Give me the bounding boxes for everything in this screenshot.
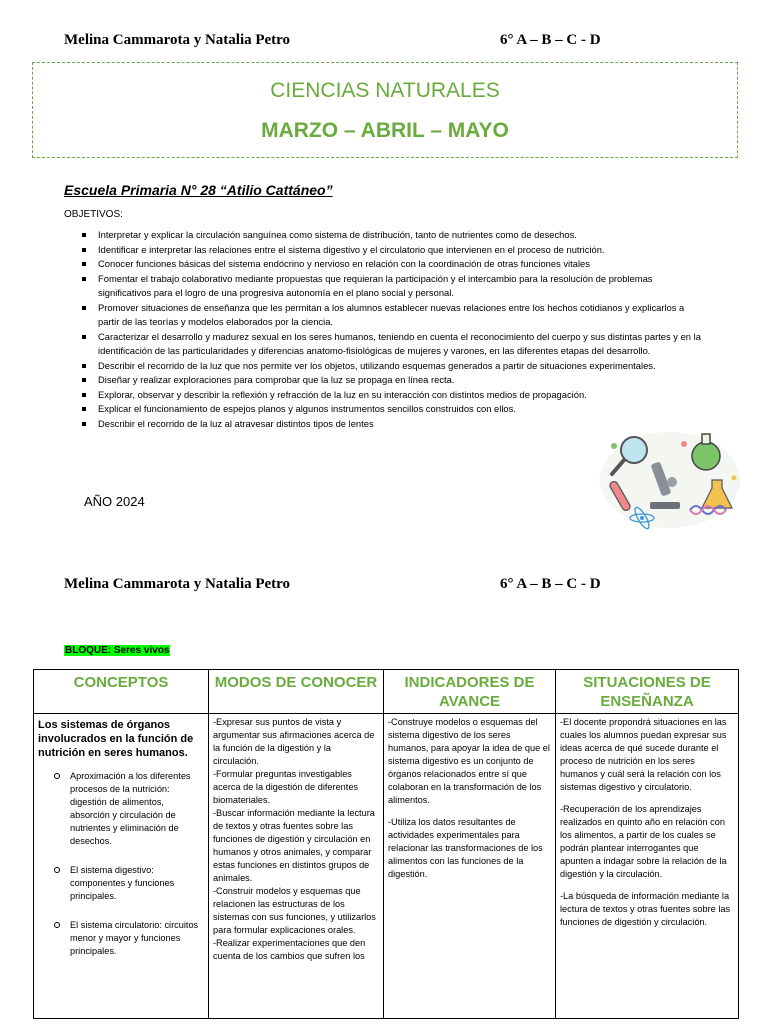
header-grades-page2: 6° A – B – C - D [500,576,601,592]
objective-item: Diseñar y realizar exploraciones para comprobar que la luz se propaga en línea recta. [64,373,704,388]
header-authors: Melina Cammarota y Natalia Petro [64,32,291,48]
objective-item: Explicar el funcionamiento de espejos planos y algunos instrumentos sencillos construidos con ellos. [64,402,704,417]
objectives-label: OBJETIVOS: [64,209,123,220]
objective-item: Caracterizar el desarrollo y madurez sexual en los seres humanos, teniendo en cuenta el reconocimiento del cuerpo y sus distintas partes y en la identificación de las particularidades y diferencias anatomo-fisiológicas de mujeres y varones, en las diferentes etapas del desarrollo. [64,330,704,359]
modos-text: -Expresar sus puntos de vista y argumentar sus afirmaciones acerca de la función de la digestión y la circulación. -Formular preguntas investigables acerca de la digestión de diferentes biomateriales. -Buscar información mediante la lectura de textos y otras fuentes sobre las funciones de digestión y circulación en humanos y otros animales, y comparar estas funciones en distintos grupos de animales. -Construir modelos y esquemas que relacionen las estructuras de los sistemas con sus funciones, y utilizarlos para formular explicaciones orales. -Realizar experimentaciones que den cuenta de los cambios que sufren los [213,717,376,961]
indicador-item: -Construye modelos o esquemas del sistema digestivo de los seres humanos, para apoyar la idea de que el sistema digestivo es un conjunto de órganos relacionados entre sí que colaboran en la transformación de los alimentos. [388,717,550,805]
title-box [32,62,738,158]
planning-table [33,669,739,1019]
modos-cell [209,714,384,1019]
objective-item: Promover situaciones de enseñanza que les permitan a los alumnos establecer nuevas relaciones entre los hechos cotidianos y explicarlos a partir de las teorías y modelos elaborados por la ciencia. [64,301,704,330]
objective-item: Conocer funciones básicas del sistema endócrino y nervioso en relación con la coordinación de otras funciones vitales [64,257,704,272]
objectives-list [64,228,704,431]
science-illustration-icon [594,422,746,532]
year-label: AÑO 2024 [84,494,145,509]
table-header-row [34,670,739,714]
objective-item: Identificar e interpretar las relaciones entre el sistema digestivo y el circulatorio que intervienen en el proceso de nutrición. [64,243,704,258]
objective-item: Interpretar y explicar la circulación sanguínea como sistema de distribución, tanto de nutrientes como de desechos. [64,228,704,243]
objective-item: Fomentar el trabajo colaborativo mediante propuestas que requieran la participación y el intercambio para la resolución de problemas significativos para el logro de una progresiva autonomía en el plano social y personal. [64,272,704,301]
bloque-label: BLOQUE: Seres vivos [65,645,170,656]
objective-item: Describir el recorrido de la luz que nos permite ver los objetos, utilizando esquemas generados a partir de situaciones experimentales. [64,359,704,374]
header-situaciones: SITUACIONES DE ENSEÑANZA [556,670,739,714]
conceptos-cell [34,714,209,1019]
subject-title: CIENCIAS NATURALES [270,79,500,102]
concepto-item: Aproximación a los diferentes procesos de la nutrición: digestión de alimentos, absorción y circulación de nutrientes y eliminación de desechos. [38,770,204,848]
header-grades: 6° A – B – C - D [500,32,601,48]
concepto-item: El sistema digestivo: componentes y funciones principales. [38,864,204,903]
objective-item: Explorar, observar y describir la reflexión y refracción de la luz en su interacción con distintos medios de propagación. [64,388,704,403]
indicador-item: -Utiliza los datos resultantes de actividades experimentales para relacionar las transformaciones de los alimentos con las funciones de la digestión. [388,817,543,879]
header-indicadores: INDICADORES DE AVANCE [384,670,556,714]
table-row [34,714,739,1019]
school-name: Escuela Primaria N° 28 “Atilio Cattáneo” [64,182,333,198]
situacion-item: -Recuperación de los aprendizajes realizados en quinto año en relación con los alimentos, a partir de los cuales se podrán plantear interrogantes que apunten a indagar sobre la relación de la digestión y la circulación. [560,804,727,879]
situaciones-cell [556,714,739,1019]
period-title: MARZO – ABRIL – MAYO [261,119,509,142]
indicadores-cell [384,714,556,1019]
header-conceptos: CONCEPTOS [34,670,209,714]
conceptos-list [38,770,204,958]
situacion-item: -La búsqueda de información mediante la lectura de textos y otras fuentes sobre las funciones de digestión y circulación. [560,891,731,927]
concepto-item: El sistema circulatorio: circuitos menor y mayor y funciones principales. [38,919,204,958]
conceptos-title: Los sistemas de órganos involucrados en la función de nutrición en seres humanos. [38,719,194,759]
situacion-item: -El docente propondrá situaciones en las cuales los alumnos puedan expresar sus ideas acerca de qué sucede durante el proceso de nutrición en los seres humanos y cuál será la relación con los sistemas digestivo y circulatorio. [560,717,727,792]
header-modos: MODOS DE CONOCER [209,670,384,714]
objective-item: Describir el recorrido de la luz al atravesar distintos tipos de lentes [64,417,704,432]
header-authors-page2: Melina Cammarota y Natalia Petro [64,576,291,592]
